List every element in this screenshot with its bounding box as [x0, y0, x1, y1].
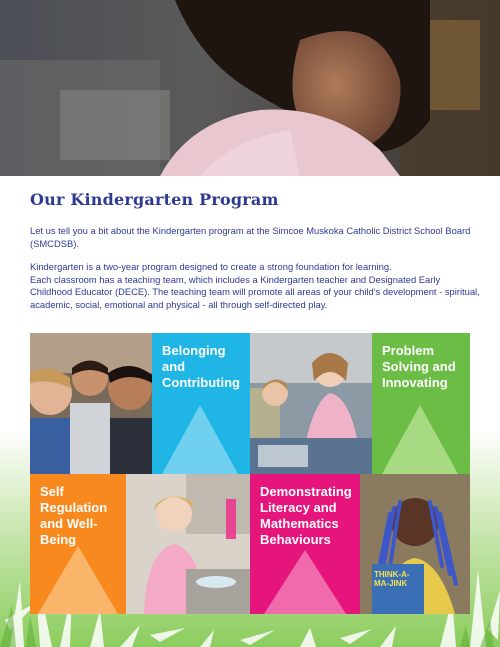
tile-triangle-decoration: [250, 474, 360, 614]
tile-triangle-decoration: [372, 333, 470, 474]
intro-paragraph: Let us tell you a bit about the Kindergarten program at the Simcoe Muskoka Catholic District School Board (SMCDSB).: [30, 225, 471, 249]
tile-label-problem-solving: Problem Solving and Innovating: [382, 343, 456, 390]
hero-photo: [0, 0, 500, 176]
tile-problem-solving-innovating: [372, 333, 470, 474]
photo-girl-reading: [360, 474, 470, 614]
tile-label-self-regulation: Self Regulation and Well-Being: [40, 484, 108, 547]
tile-triangle-decoration: [30, 474, 126, 614]
photo-girl-activity: [250, 333, 372, 474]
photo-girl-washing: [126, 474, 250, 614]
tile-self-regulation-well-being: [30, 474, 126, 614]
photo-boys: [30, 333, 152, 474]
tile-label-belonging: Belonging and Contributing: [162, 343, 240, 390]
tile-literacy-mathematics: [250, 474, 360, 614]
program-paragraph-1: Kindergarten is a two-year program designed to create a strong foundation for learning.: [30, 261, 392, 272]
tile-triangle-decoration: [152, 333, 250, 474]
program-paragraph-2: Each classroom has a teaching team, which includes a Kindergarten teacher and Designated Early Childhood Educator (DECE). The teaching team will promote all areas of your child's development - spiritual, academic, social, emotional and physical - all through self-directed play.: [30, 273, 480, 310]
tile-label-literacy: Demonstrating Literacy and Mathematics Behaviours: [260, 484, 352, 547]
book-title: THINK-A-MA-JINK: [374, 570, 410, 588]
page-title: Our Kindergarten Program: [30, 190, 279, 209]
tile-belonging-contributing: [152, 333, 250, 474]
program-description: [30, 261, 480, 311]
